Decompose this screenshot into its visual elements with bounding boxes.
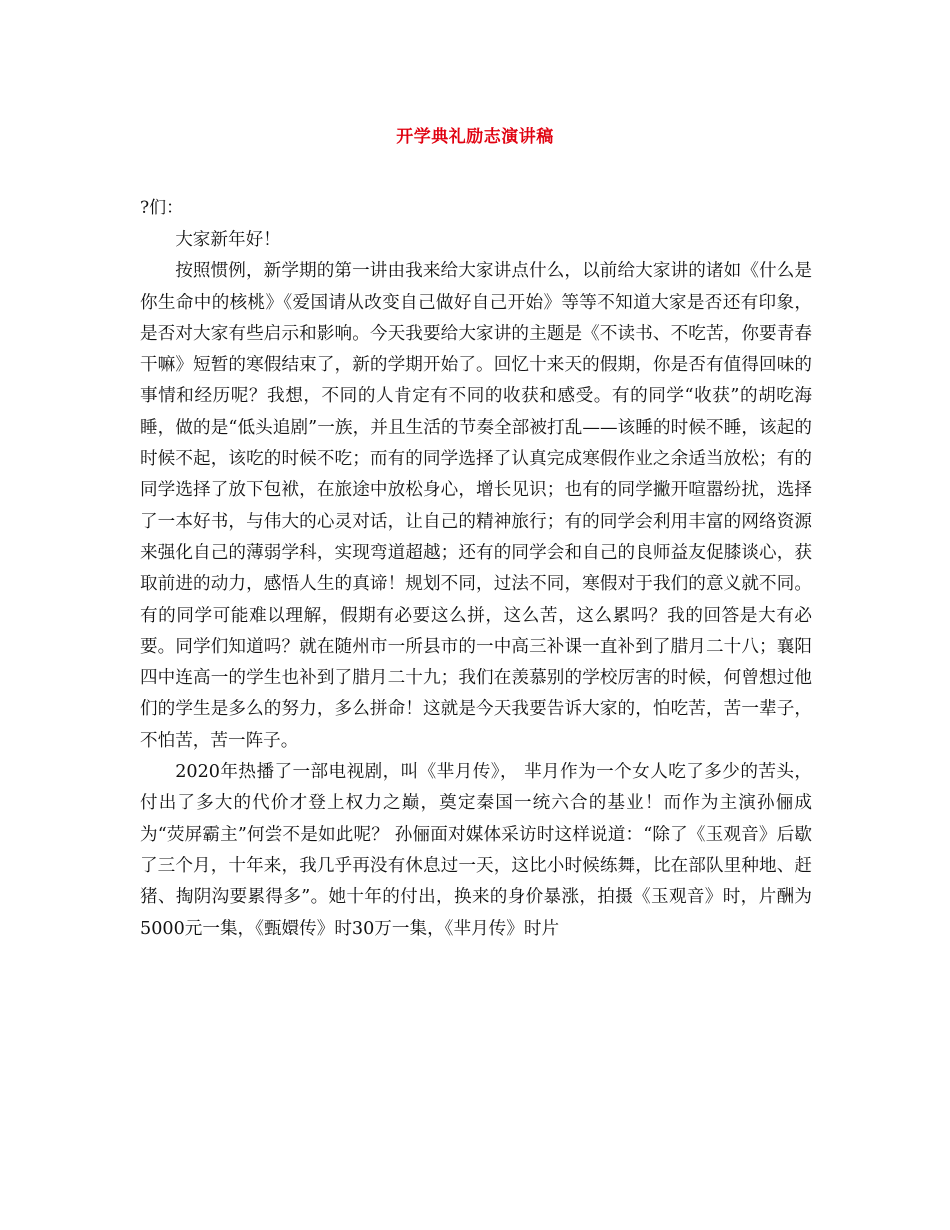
paragraph-main: 按照惯例，新学期的第一讲由我来给大家讲点什么，以前给大家讲的诸如《什么是你生命中的核桃》《爱国请从改变自己做好自己开始》等等不知道大家是否还有印象，是否对大家有些启示和影响。今天我要给大家讲的主题是《不读书、不吃苦，你要青春干嘛》短暂的寒假结束了，新的学期开始了。回忆十来天的假期，你是否有值得回味的事情和经历呢？我想，不同的人肯定有不同的收获和感受。有的同学“收获”的胡吃海睡，做的是“低头追剧”一族，并且生活的节奏全部被打乱——该睡的时候不睡，该起的时候不起，该吃的时候不吃；而有的同学选择了认真完成寒假作业之余适当放松；有的同学选择了放下包袱，在旅途中放松身心，增长见识；也有的同学撇开喧嚣纷扰，选择了一本好书，与伟大的心灵对话，让自己的精神旅行；有的同学会利用丰富的网络资源来强化自己的薄弱学科，实现弯道超越；还有的同学会和自己的良师益友促膝谈心，获取前进的动力，感悟人生的真谛！规划不同，过法不同，寒假对于我们的意义就不同。有的同学可能难以理解，假期有必要这么拼，这么苦，这么累吗？我的回答是大有必要。同学们知道吗？就在随州市一所县市的一中高三补课一直补到了腊月二十八；襄阳四中连高一的学生也补到了腊月二十九；我们在羡慕别的学校厉害的时候，何曾想过他们的学生是多么的努力，多么拼命！这就是今天我要告诉大家的，怕吃苦，苦一辈子，不怕苦，苦一阵子。	[140, 261, 812, 751]
paragraph-example: 2020年热播了一部电视剧，叫《芈月传》， 芈月作为一个女人吃了多少的苦头，付出了多大的代价才登上权力之巅，奠定秦国一统六合的基业！而作为主演孙俪成为“荧屏霸主”何尝不是如此呢？ 孙俪面对媒体采访时这样说道：“除了《玉观音》后歇了三个月，十年来，我几乎再没有休息过一天，这比小时候练舞，比在部队里种地、赶猪、掏阴沟要累得多”。她十年的付出，换来的身价暴涨，拍摄《玉观音》时，片酬为5000元一集，《甄嬛传》时30万一集，《芈月传》时片	[140, 762, 812, 939]
document-body	[140, 225, 812, 945]
document-title: 开学典礼励志演讲稿	[396, 127, 554, 147]
salutation: ?们：	[140, 198, 184, 218]
paragraph-greeting: 大家新年好！	[175, 230, 281, 250]
